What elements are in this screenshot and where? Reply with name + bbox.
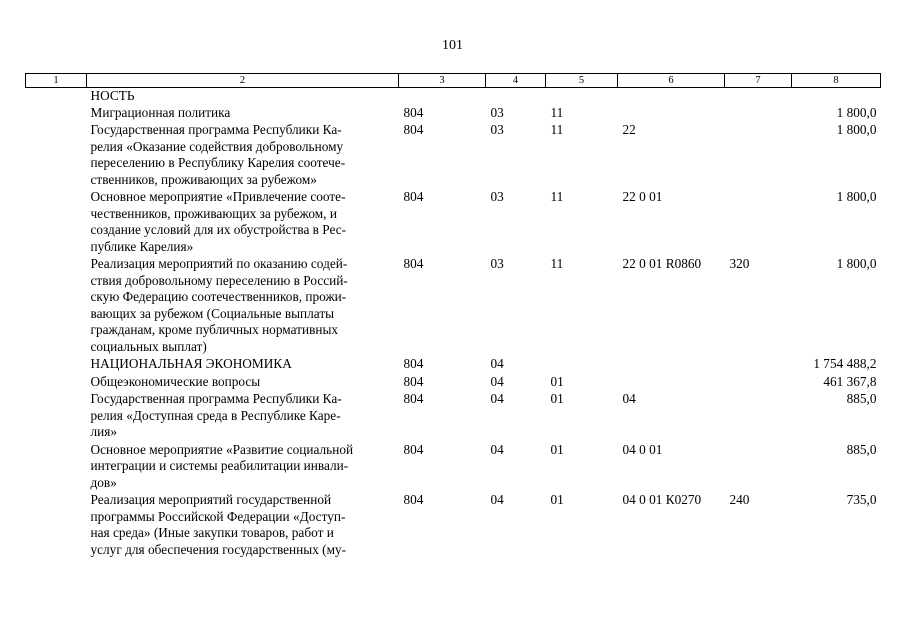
amount <box>792 88 881 105</box>
amount: 1 800,0 <box>836 104 877 120</box>
target-article-code <box>618 105 725 123</box>
target-article-code: 22 <box>622 122 636 137</box>
row-spacer-cell <box>26 88 87 105</box>
item-name: Основное мероприятие «Привлечение сооте- чественников, проживающих за рубежом, и создание условий для их обустройства в Рес- публике Карелия» <box>90 189 347 254</box>
row-spacer-cell <box>26 122 87 189</box>
table-row <box>26 122 881 189</box>
section-code: 03 <box>490 104 504 120</box>
amount: 1 800,0 <box>836 189 877 204</box>
ministry-code: 804 <box>403 441 424 457</box>
subsection-code: 01 <box>550 373 564 389</box>
column-number: 3 <box>399 74 486 88</box>
expense-type-code <box>725 356 792 374</box>
column-number: 8 <box>792 74 881 88</box>
section-code: 04 <box>490 356 504 371</box>
expense-type-code: 320 <box>729 256 750 271</box>
ministry-code: 804 <box>403 492 424 507</box>
row-spacer-cell <box>26 256 87 356</box>
subsection-code: 01 <box>550 492 564 507</box>
target-article-code: 04 0 01 <box>622 441 663 457</box>
table-row <box>26 356 881 374</box>
section-code <box>486 88 546 105</box>
expense-type-code <box>725 189 792 256</box>
table-row <box>26 189 881 256</box>
column-number-row <box>26 74 881 88</box>
item-name: НОСТЬ <box>90 88 135 103</box>
table-row <box>26 442 881 493</box>
target-article-code: 04 0 01 К0270 <box>622 492 702 507</box>
section-code: 04 <box>490 492 504 507</box>
column-number: 5 <box>546 74 618 88</box>
budget-table <box>25 73 881 559</box>
target-article-code: 04 <box>622 391 636 406</box>
expense-type-code <box>725 105 792 123</box>
section-code: 04 <box>490 441 504 457</box>
row-spacer-cell <box>26 442 87 493</box>
table-row <box>26 492 881 559</box>
expense-type-code <box>725 442 792 493</box>
section-code: 03 <box>490 122 504 137</box>
subsection-code: 01 <box>550 441 564 457</box>
subsection-code: 11 <box>550 189 564 204</box>
target-article-code <box>618 88 725 105</box>
amount: 461 367,8 <box>823 373 877 389</box>
item-name: Реализация мероприятий государственной программы Российской Федерации «Доступ- ная среда» (Иные закупки товаров, работ и услуг для обеспечения государственных (му- <box>90 492 347 557</box>
target-article-code: 22 0 01 R0860 <box>622 256 702 271</box>
table-row <box>26 88 881 105</box>
amount: 735,0 <box>846 492 877 507</box>
item-name: Государственная программа Республики Ка- релия «Оказание содействия добровольному переселению в Республику Карелия соотече- ственников, проживающих за рубежом» <box>90 122 346 187</box>
target-article-code <box>618 374 725 392</box>
column-number: 7 <box>725 74 792 88</box>
ministry-code: 804 <box>403 356 424 371</box>
row-spacer-cell <box>26 105 87 123</box>
ministry-code: 804 <box>403 373 424 389</box>
column-number: 2 <box>87 74 399 88</box>
ministry-code: 804 <box>403 256 424 271</box>
amount: 1 800,0 <box>836 256 877 271</box>
subsection-code: 11 <box>550 122 564 137</box>
row-spacer-cell <box>26 189 87 256</box>
amount: 885,0 <box>846 391 877 406</box>
ministry-code: 804 <box>403 189 424 204</box>
section-code: 03 <box>490 256 504 271</box>
amount: 885,0 <box>846 441 877 457</box>
item-name: Общеэкономические вопросы <box>90 373 261 389</box>
item-name: Реализация мероприятий по оказанию содей- ствия добровольному переселению в Россий- скую Федерацию соотечественников, прожи- вающих за рубежом (Социальные выплаты гражданам, кроме публичных нормативных социальных выплат) <box>90 256 348 354</box>
expense-type-code <box>725 374 792 392</box>
column-number: 4 <box>486 74 546 88</box>
amount: 1 800,0 <box>836 122 877 137</box>
subsection-code: 11 <box>550 256 564 271</box>
table-row <box>26 391 881 442</box>
ministry-code: 804 <box>403 104 424 120</box>
ministry-code: 804 <box>403 122 424 137</box>
row-spacer-cell <box>26 391 87 442</box>
column-number: 1 <box>26 74 87 88</box>
expense-type-code <box>725 122 792 189</box>
item-name: Государственная программа Республики Ка- релия «Доступная среда в Республике Каре- лия» <box>90 391 342 439</box>
row-spacer-cell <box>26 492 87 559</box>
subsection-code: 11 <box>550 104 564 120</box>
expense-type-code <box>725 88 792 105</box>
expense-type-code <box>725 391 792 442</box>
subsection-code: 01 <box>550 391 564 406</box>
section-code: 03 <box>490 189 504 204</box>
table-row <box>26 374 881 392</box>
page-number: 101 <box>442 38 463 53</box>
subsection-code <box>546 356 618 374</box>
row-spacer-cell <box>26 374 87 392</box>
amount: 1 754 488,2 <box>813 356 877 371</box>
subsection-code <box>546 88 618 105</box>
item-name: НАЦИОНАЛЬНАЯ ЭКОНОМИКА <box>90 356 292 371</box>
item-name: Основное мероприятие «Развитие социальной интеграции и системы реабилитации инвали- дов» <box>90 441 354 490</box>
table-row <box>26 256 881 356</box>
ministry-code: 804 <box>403 391 424 406</box>
table-row <box>26 105 881 123</box>
section-code: 04 <box>490 373 504 389</box>
ministry-code <box>399 88 486 105</box>
target-article-code <box>618 356 725 374</box>
row-spacer-cell <box>26 356 87 374</box>
target-article-code: 22 0 01 <box>622 189 663 204</box>
expense-type-code: 240 <box>729 492 750 507</box>
column-number: 6 <box>618 74 725 88</box>
item-name: Миграционная политика <box>90 104 231 120</box>
section-code: 04 <box>490 391 504 406</box>
table-body <box>26 88 881 560</box>
